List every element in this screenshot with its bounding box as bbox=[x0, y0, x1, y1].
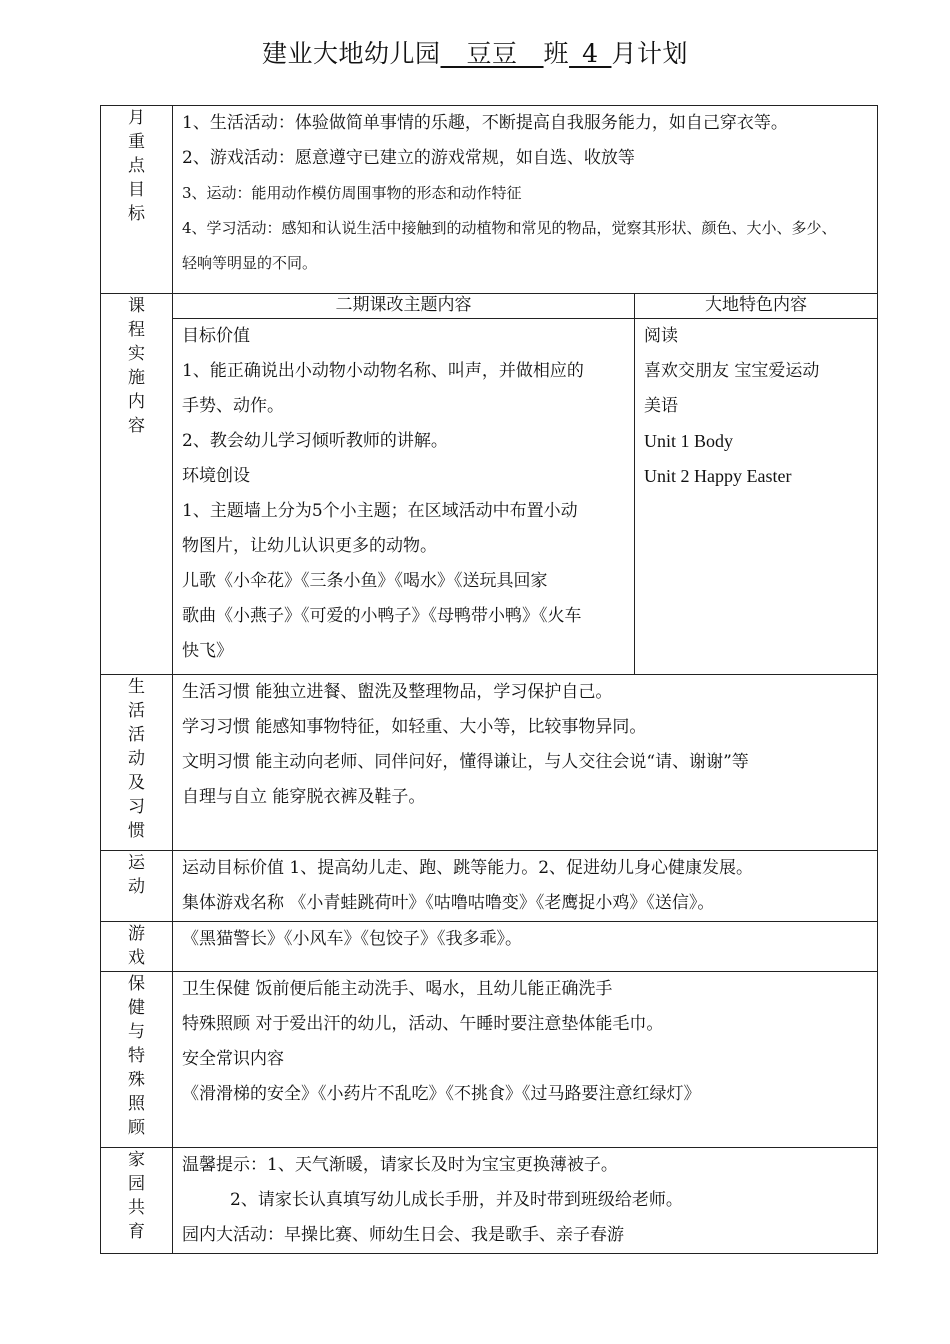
habit-line: 文明习惯 能主动向老师、同伴问好，懂得谦让，与人交往会说“请、谢谢”等 bbox=[182, 752, 749, 772]
row-family bbox=[101, 1148, 878, 1254]
sports-line: 集体游戏名称 《小青蛙跳荷叶》《咕噜咕噜变》《老鹰捉小鸡》《送信》。 bbox=[182, 893, 715, 913]
row-curriculum-header bbox=[101, 294, 878, 319]
health-line: 卫生保健 饭前便后能主动洗手、喝水，且幼儿能正确洗手 bbox=[182, 979, 613, 999]
title-class-blank: __豆豆__ bbox=[440, 39, 544, 68]
curriculum-line: 儿歌《小伞花》《三条小鱼》《喝水》《送玩具回家 bbox=[182, 571, 548, 591]
feature-line: 喜欢交朋友 宝宝爱运动 bbox=[644, 361, 820, 381]
goal-item: 1、生活活动：体验做简单事情的乐趣，不断提高自我服务能力，如自己穿衣等。 bbox=[182, 113, 788, 133]
family-line: 2、请家长认真填写幼儿成长手册，并及时带到班级给老师。 bbox=[230, 1190, 683, 1210]
habit-line: 学习习惯 能感知事物特征，如轻重、大小等，比较事物异同。 bbox=[182, 717, 647, 737]
curriculum-line: 手势、动作。 bbox=[182, 396, 284, 416]
curriculum-col2-header: 大地特色内容 bbox=[635, 294, 878, 319]
curriculum-line: 1、能正确说出小动物小动物名称、叫声，并做相应的 bbox=[182, 361, 584, 381]
habits-content bbox=[173, 675, 878, 851]
curriculum-line: 快飞》 bbox=[182, 641, 233, 661]
curriculum-line: 目标价值 bbox=[182, 326, 250, 346]
row-sports bbox=[101, 851, 878, 922]
label-curriculum: 课程实施内容 bbox=[101, 294, 173, 675]
plan-table bbox=[100, 105, 878, 1254]
sports-line: 运动目标价值 1、提高幼儿走、跑、跳等能力。2、促进幼儿身心健康发展。 bbox=[182, 858, 754, 878]
label-habits: 生活活动及习惯 bbox=[101, 675, 173, 851]
games-line: 《黑猫警长》《小风车》《包饺子》《我多乖》。 bbox=[182, 929, 522, 949]
feature-line: Unit 2 Happy Easter bbox=[644, 466, 792, 486]
title-month-blank: _4_ bbox=[569, 39, 612, 68]
curriculum-line: 2、教会幼儿学习倾听教师的讲解。 bbox=[182, 431, 448, 451]
label-health: 保健与特殊照顾 bbox=[101, 972, 173, 1148]
page-title bbox=[0, 36, 950, 72]
health-content bbox=[173, 972, 878, 1148]
row-games bbox=[101, 922, 878, 972]
goal-item: 2、游戏活动：愿意遵守已建立的游戏常规，如自选、收放等 bbox=[182, 148, 635, 168]
curriculum-line: 1、主题墙上分为5个小主题；在区域活动中布置小动 bbox=[182, 501, 578, 521]
curriculum-line: 环境创设 bbox=[182, 466, 250, 486]
habit-line: 生活习惯 能独立进餐、盥洗及整理物品，学习保护自己。 bbox=[182, 682, 613, 702]
label-goals: 月重点目标 bbox=[101, 106, 173, 294]
sports-content bbox=[173, 851, 878, 922]
label-sports: 运动 bbox=[101, 851, 173, 922]
curriculum-line: 歌曲《小燕子》《可爱的小鸭子》《母鸭带小鸭》《火车 bbox=[182, 606, 582, 626]
habit-line: 自理与自立 能穿脱衣裤及鞋子。 bbox=[182, 787, 426, 807]
row-curriculum-body bbox=[101, 319, 878, 675]
health-line: 特殊照顾 对于爱出汗的幼儿，活动、午睡时要注意垫体能毛巾。 bbox=[182, 1014, 664, 1034]
health-line: 安全常识内容 bbox=[182, 1049, 284, 1069]
curriculum-col2 bbox=[635, 319, 878, 675]
goal-item: 3、运动：能用动作模仿周围事物的形态和动作特征 bbox=[182, 184, 522, 202]
title-suffix: 月计划 bbox=[611, 39, 688, 68]
feature-line: Unit 1 Body bbox=[644, 431, 734, 451]
title-prefix: 建业大地幼儿园 bbox=[262, 39, 441, 68]
row-health bbox=[101, 972, 878, 1148]
goal-item: 轻响等明显的不同。 bbox=[182, 254, 318, 272]
curriculum-col1 bbox=[173, 319, 635, 675]
label-games: 游戏 bbox=[101, 922, 173, 972]
family-content bbox=[173, 1148, 878, 1254]
row-goals bbox=[101, 106, 878, 294]
feature-line: 美语 bbox=[644, 396, 678, 416]
title-class-word: 班 bbox=[543, 39, 570, 68]
goal-item: 4、学习活动：感知和认说生活中接触到的动植物和常见的物品，觉察其形状、颜色、大小、多少、 bbox=[182, 219, 837, 237]
games-content bbox=[173, 922, 878, 972]
family-line: 园内大活动：早操比赛、师幼生日会、我是歌手、亲子春游 bbox=[182, 1225, 624, 1245]
row-habits bbox=[101, 675, 878, 851]
curriculum-col1-header: 二期课改主题内容 bbox=[173, 294, 635, 319]
curriculum-line: 物图片，让幼儿认识更多的动物。 bbox=[182, 536, 437, 556]
health-line: 《滑滑梯的安全》《小药片不乱吃》《不挑食》《过马路要注意红绿灯》 bbox=[182, 1084, 701, 1104]
feature-line: 阅读 bbox=[644, 326, 678, 346]
label-family: 家园共育 bbox=[101, 1148, 173, 1254]
goals-content bbox=[173, 106, 878, 294]
family-line: 温馨提示：1、天气渐暖，请家长及时为宝宝更换薄被子。 bbox=[182, 1155, 618, 1175]
